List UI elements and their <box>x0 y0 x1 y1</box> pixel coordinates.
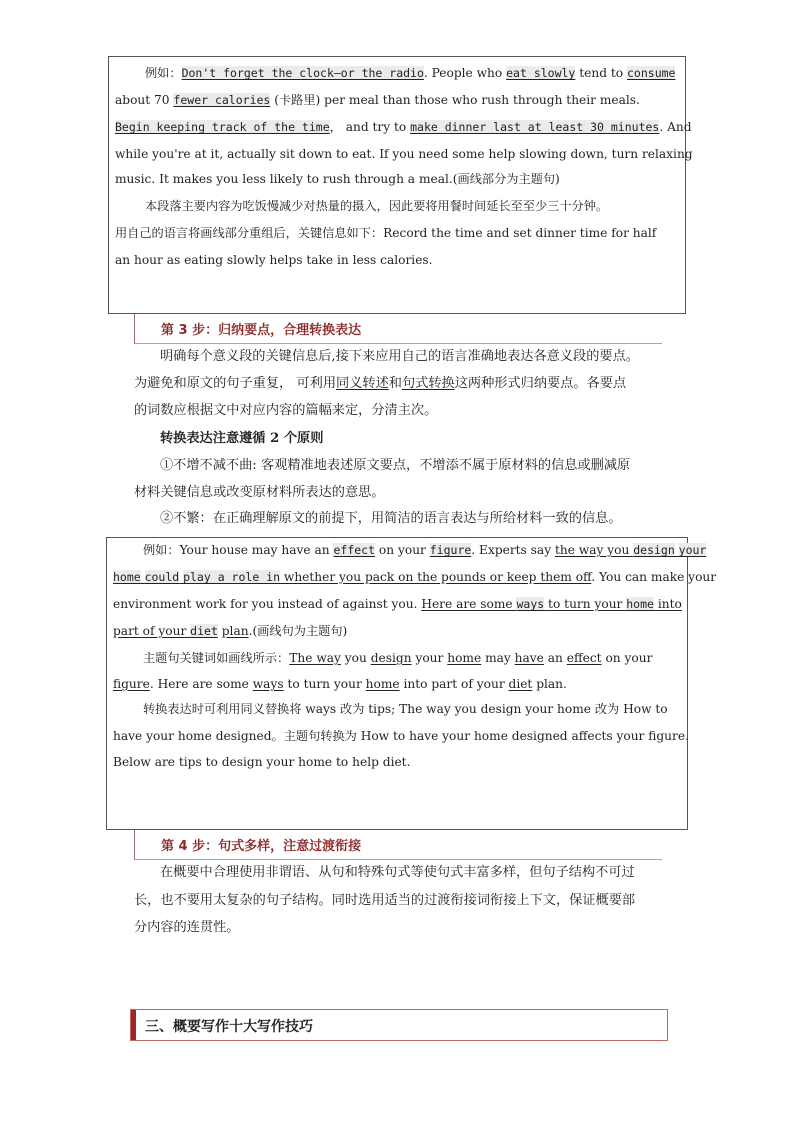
box2-line-3 <box>113 596 682 612</box>
text: . Here are some <box>149 677 253 691</box>
step3-para-line-3: 的词数应根据文中对应内容的篇幅来定，分清主次。 <box>134 403 438 418</box>
box2-line-7 <box>113 701 668 717</box>
keyword: ways <box>516 597 545 611</box>
step-4-title: 第 4 步：句式多样，注意过渡衔接 <box>161 839 362 854</box>
underlined-phrase: Here are some <box>421 597 517 611</box>
keyword: eat slowly <box>506 66 576 80</box>
step-3-title: 第 3 步：归纳要点，合理转换表达 <box>161 323 362 338</box>
text: . Experts say <box>471 543 555 557</box>
text: 这两种形式归纳要点。各要点 <box>454 376 627 391</box>
keyword: effect <box>333 543 376 557</box>
step4-para-line-1: 在概要中合理使用非谓语、从句和特殊句式等使句式丰富多样，但句子结构不可过 <box>160 865 635 880</box>
keyword: home <box>626 597 654 611</box>
keyword: your <box>678 543 707 557</box>
keyword: design <box>633 543 675 557</box>
underlined-phrase: plan <box>221 624 249 638</box>
keyword: fewer calories <box>173 93 271 107</box>
example-lead: 例如： <box>145 66 182 80</box>
rule-1-line-2: 材料关键信息或改变原材料所表达的意思。 <box>134 485 385 500</box>
example-box-1 <box>108 56 693 314</box>
text: on your <box>375 543 430 557</box>
keyword: Begin keeping track of the time <box>115 120 330 134</box>
underlined-phrase <box>141 570 145 584</box>
text: ， and try to <box>329 120 411 134</box>
underlined-phrase: part of your <box>113 624 191 638</box>
text: to turn your <box>283 677 366 691</box>
keyword-underlined: diet <box>508 677 533 691</box>
keyword: play a role in <box>183 570 281 584</box>
section-heading <box>130 1009 668 1041</box>
text: 为避免和原文的句子重复， 可利用 <box>134 376 337 391</box>
text: environment work for you instead of against you. <box>113 597 422 611</box>
keyword-underlined: effect <box>566 651 602 665</box>
box1-line-8: an hour as eating slowly helps take in less calories. <box>115 253 433 267</box>
underlined-phrase: whether you pack on the pounds or keep them off <box>280 570 592 584</box>
text: . And <box>659 120 692 134</box>
text: .(画线句为主题句) <box>248 624 348 638</box>
underlined-phrase: into <box>653 597 682 611</box>
box1-line-1 <box>115 65 675 81</box>
keyword-underlined: design <box>370 651 412 665</box>
keyword: home <box>113 570 141 584</box>
box2-line-5 <box>113 650 652 666</box>
underlined-phrase: the way you <box>554 543 634 557</box>
text: on your <box>601 651 653 665</box>
keyword-underlined: have <box>514 651 544 665</box>
underlined-phrase: to turn your <box>544 597 627 611</box>
example-box-2 <box>106 537 717 830</box>
box2-line-2 <box>113 569 716 585</box>
box1-line-3 <box>115 119 692 135</box>
keyword-underlined: home <box>447 651 482 665</box>
keyword-underlined: way <box>316 651 341 665</box>
box1-line-2 <box>115 92 640 108</box>
keyword-underlined: ways <box>252 677 284 691</box>
rule-1-line-1: ①不增不减不曲: 客观精准地表述原文要点，不增添不属于原材料的信息或删减原 <box>160 458 631 473</box>
text: (卡路里) per meal than those who rush through their meals. <box>270 93 640 107</box>
rule-2: ②不繁：在正确理解原文的前提下，用简洁的语言表达与所给材料一致的信息。 <box>160 511 622 526</box>
section-title: 三、概要写作十大写作技巧 <box>145 1019 313 1035</box>
underlined-term: 句式转换 <box>401 376 455 391</box>
underlined-term: 同义转述 <box>336 376 389 391</box>
text: . You can make your <box>591 570 717 584</box>
keyword-underlined: figure <box>113 677 150 691</box>
step-4-heading <box>134 830 662 860</box>
step3-para-line-2 <box>134 375 626 393</box>
box2-line-6 <box>113 676 567 692</box>
step4-para-line-2: 长，也不要用太复杂的句子结构。同时选用适当的过渡衔接词衔接上下文，保证概要部 <box>134 893 636 908</box>
box1-line-7: 用自己的语言将画线部分重组后，关键信息如下：Record the time and set dinner time for half <box>115 226 657 240</box>
text: may <box>481 651 515 665</box>
keyword: figure <box>429 543 472 557</box>
keyword: make dinner last at least 30 minutes <box>410 120 660 134</box>
box2-line-4 <box>113 623 347 639</box>
box1-line-6 <box>115 198 608 214</box>
text: 本段落主要内容为吃饭慢减少对热量的摄入，因此要将用餐时间延长至至少三十分钟。 <box>145 199 609 213</box>
keyword-underlined: home <box>365 677 400 691</box>
text: 主题句关键词如画线所示： <box>143 651 290 665</box>
step3-para-line-1: 明确每个意义段的关键信息后,接下来应用自己的语言准确地表达各意义段的要点。 <box>160 349 639 364</box>
step4-para-line-3: 分内容的连贯性。 <box>134 920 240 935</box>
text: about 70 <box>115 93 174 107</box>
keyword: could <box>144 570 180 584</box>
example-lead: 例如： <box>143 543 180 557</box>
text: into part of your <box>399 677 509 691</box>
text: an <box>543 651 567 665</box>
text: 和 <box>388 376 402 391</box>
step-3-heading <box>134 314 662 344</box>
box2-line-1 <box>113 542 706 558</box>
text: tend to <box>575 66 627 80</box>
rule-heading: 转换表达注意遵循 2 个原则 <box>160 431 324 446</box>
underlined-phrase: Don't forget the clock—or the radio <box>181 66 424 80</box>
text: you <box>340 651 371 665</box>
keyword-underlined: The <box>289 651 317 665</box>
text: . People who <box>423 66 507 80</box>
box1-line-5: music. It makes you less likely to rush through a meal.(画线部分为主题句) <box>115 172 560 186</box>
box1-line-4: while you're at it, actually sit down to eat. If you need some help slowing down, turn relaxing <box>115 147 693 161</box>
text: plan. <box>532 677 567 691</box>
box2-line-8: have your home designed。主题句转换为 How to have your home designed affects your figure. <box>113 729 689 743</box>
text: your <box>411 651 448 665</box>
text: Your house may have an <box>179 543 334 557</box>
box2-line-9: Below are tips to design your home to help diet. <box>113 755 411 769</box>
text: 转换表达时可利用同义替换将 ways 改为 tips; The way you design your home 改为 How to <box>143 702 668 716</box>
keyword: consume <box>627 66 676 80</box>
keyword: diet <box>190 624 218 638</box>
section-accent-bar <box>131 1010 136 1040</box>
